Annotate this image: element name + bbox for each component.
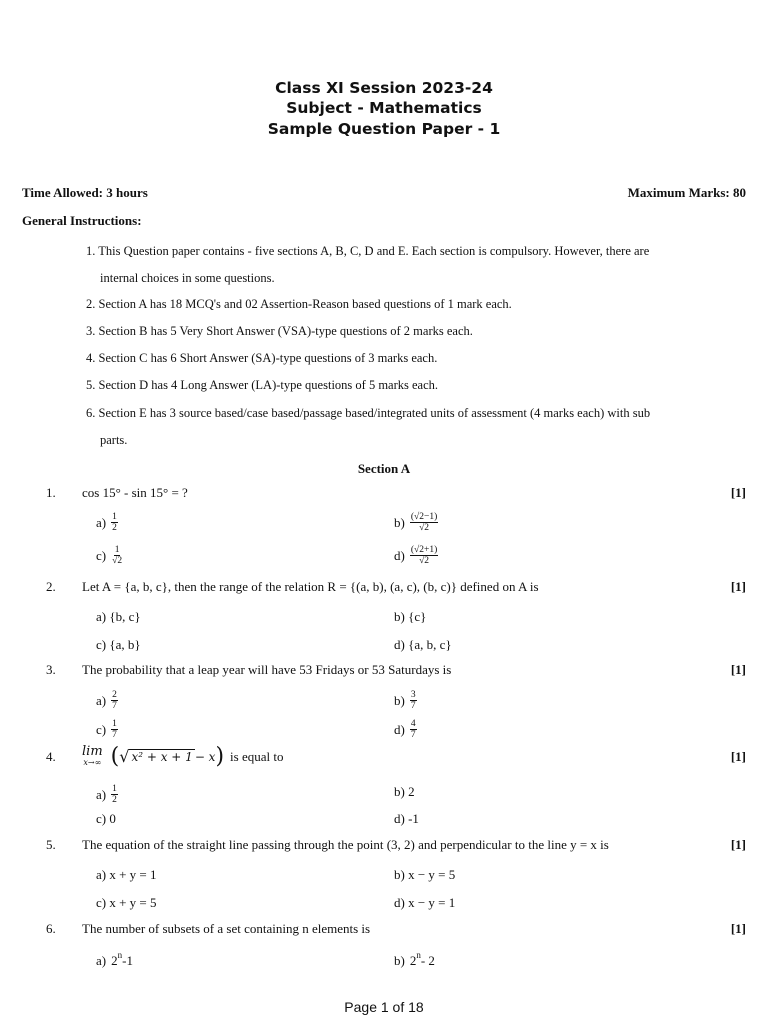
maximum-marks: Maximum Marks: 80 [627, 185, 746, 200]
denominator: √2 [419, 556, 430, 566]
option-label: b) [394, 692, 405, 708]
option-b [394, 512, 438, 533]
option-d: d) x − y = 1 [394, 895, 456, 910]
fraction [410, 719, 417, 740]
power-exponent: n [117, 950, 123, 960]
open-paren: ( [110, 744, 120, 769]
option-c [96, 719, 118, 740]
question-number: 3. [46, 662, 56, 677]
instruction-line-5: 5. Section D has 4 Long Answer (LA)-type questions of 5 marks each. [86, 378, 439, 392]
paper-name-title: Sample Question Paper - 1 [267, 120, 501, 138]
denominator: 7 [112, 730, 117, 740]
section-a-title: Section A [357, 461, 411, 476]
question-text: cos 15° - sin 15° = ? [82, 485, 188, 500]
option-label: b) [394, 953, 405, 968]
denominator: √2 [112, 556, 123, 566]
denominator: 2 [112, 795, 117, 805]
question-number: 1. [46, 485, 56, 500]
option-label: c) [96, 547, 107, 563]
question-mark: [1] [730, 837, 746, 852]
question-text-tail: is equal to [230, 748, 284, 764]
option-label: d) [394, 547, 405, 563]
minus-x: − x [194, 749, 216, 764]
instruction-line-2: 2. Section A has 18 MCQ's and 02 Assertion-Reason based questions of 1 mark each. [86, 297, 512, 311]
option-a: a) x + y = 1 [96, 867, 157, 882]
option-label: b) [394, 514, 405, 530]
numerator: 1 [112, 784, 117, 794]
instruction-line-6: 6. Section E has 3 source based/case based/passage based/integrated units of assessment (4 marks each) with sub [86, 406, 651, 420]
question-number: 2. [46, 579, 56, 594]
question-number: 4. [46, 749, 56, 764]
option-c [96, 545, 123, 566]
question-text: The probability that a leap year will have 53 Fridays or 53 Saturdays is [82, 662, 452, 677]
power-exponent: n [416, 950, 421, 960]
instruction-line-1-cont: internal choices in some questions. [100, 271, 275, 285]
option-b: b) {c} [394, 609, 427, 624]
numerator: (√2−1) [410, 512, 438, 522]
question-mark: [1] [730, 921, 746, 936]
option-label: a) [96, 953, 107, 968]
option-label: a) [96, 786, 107, 802]
paper-class-title: Class XI Session 2023-24 [275, 79, 493, 97]
option-d: d) -1 [394, 811, 419, 826]
fraction [111, 719, 118, 740]
option-a [96, 950, 133, 969]
question-text: The equation of the straight line passing through the point (3, 2) and perpendicular to the line y = x is [82, 837, 609, 852]
instruction-line-6-cont: parts. [100, 433, 128, 447]
option-d: d) {a, b, c} [394, 637, 452, 652]
option-b: b) x − y = 5 [394, 867, 456, 882]
option-label: a) [96, 692, 107, 708]
numerator: 4 [410, 719, 416, 729]
option-d [394, 719, 417, 740]
denominator: 7 [112, 701, 117, 711]
denominator: 7 [410, 701, 416, 711]
radicand: x² + x + 1 [131, 750, 193, 764]
time-allowed: Time Allowed: 3 hours [22, 185, 148, 200]
question-text: The number of subsets of a set containing n elements is [82, 921, 371, 936]
option-a [96, 784, 118, 805]
option-label: c) [96, 721, 107, 737]
fraction [111, 512, 118, 533]
option-a: a) {b, c} [96, 609, 141, 624]
option-c: c) 0 [96, 811, 116, 826]
denominator: 2 [112, 523, 117, 533]
question-text: Let A = {a, b, c}, then the range of the relation R = {(a, b), (a, c), (b, c)} defined on A is [82, 579, 539, 594]
option-d [394, 545, 438, 566]
fraction [410, 545, 438, 566]
fraction [410, 690, 417, 711]
option-label: a) [96, 514, 107, 530]
numerator: 2 [112, 690, 117, 700]
paper-subject-title: Subject - Mathematics [286, 99, 482, 117]
close-paren: ) [215, 744, 225, 769]
fraction [111, 690, 118, 711]
power-tail: - 2 [420, 953, 435, 968]
power-tail: -1 [122, 953, 133, 968]
option-c: c) x + y = 5 [96, 895, 157, 910]
question-number: 6. [46, 921, 56, 936]
numerator: 3 [410, 690, 416, 700]
sqrt-sign: √ [119, 747, 130, 766]
option-b [394, 690, 417, 711]
instructions-heading: General Instructions: [22, 213, 142, 228]
numerator: 1 [112, 512, 117, 522]
question-number: 5. [46, 837, 56, 852]
numerator: 1 [112, 719, 117, 729]
instruction-line-1: 1. This Question paper contains - five sections A, B, C, D and E. Each section is compulsory. However, there are [86, 244, 650, 258]
option-c: c) {a, b} [96, 637, 141, 652]
limit-subscript: x→∞ [83, 757, 102, 767]
power-base: 2 [111, 953, 118, 968]
power-base: 2 [409, 953, 417, 968]
limit-word: lim [82, 743, 103, 759]
question-text [82, 744, 283, 769]
fraction [410, 512, 438, 533]
fraction [111, 545, 123, 566]
option-b [394, 950, 435, 969]
denominator: 7 [410, 730, 416, 740]
fraction [111, 784, 118, 805]
question-mark: [1] [730, 579, 746, 594]
instruction-line-4: 4. Section C has 6 Short Answer (SA)-type questions of 3 marks each. [86, 351, 438, 365]
limit-operator [82, 743, 103, 768]
question-mark: [1] [730, 485, 746, 500]
question-mark: [1] [730, 749, 746, 764]
question-mark: [1] [730, 662, 746, 677]
option-a [96, 512, 118, 533]
option-b: b) 2 [394, 784, 415, 799]
denominator: √2 [419, 523, 430, 533]
numerator: 1 [114, 545, 120, 555]
page-number: Page 1 of 18 [344, 999, 424, 1015]
numerator: (√2+1) [410, 545, 438, 555]
option-label: d) [394, 721, 405, 737]
option-a [96, 690, 118, 711]
instruction-line-3: 3. Section B has 5 Very Short Answer (VSA)-type questions of 2 marks each. [86, 324, 473, 338]
